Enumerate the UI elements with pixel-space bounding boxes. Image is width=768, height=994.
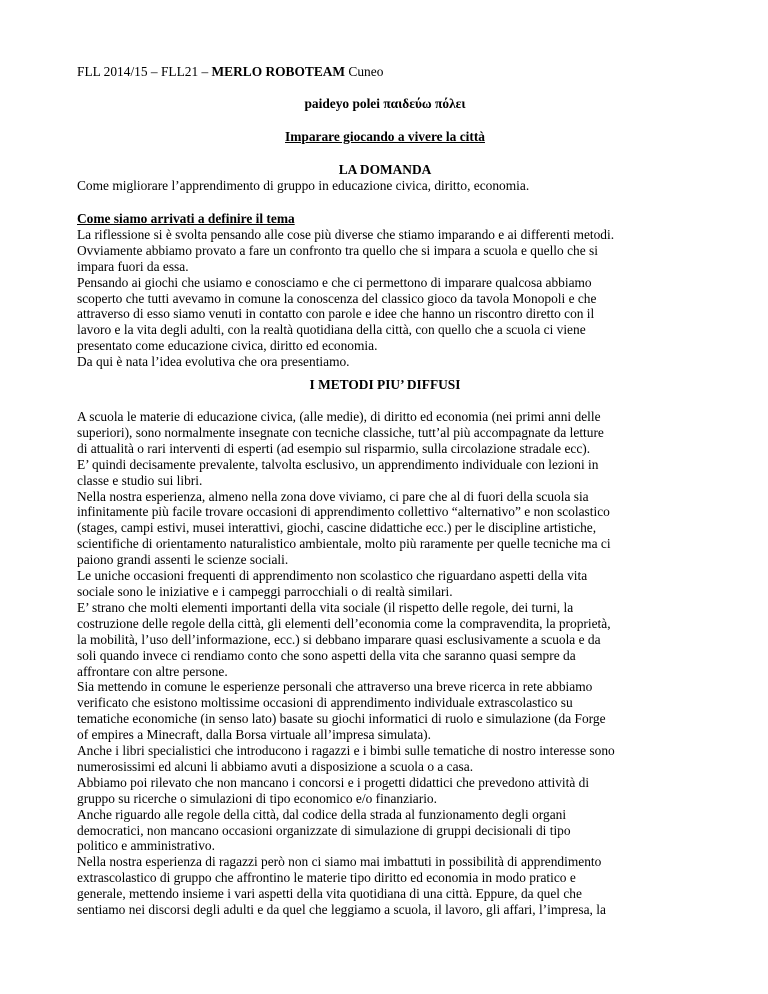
paragraph-line: infinitamente più facile trovare occasioni di apprendimento collettivo “alternativo” e non scolastico bbox=[77, 504, 610, 520]
paragraph-line: E’ strano che molti elementi importanti della vita sociale (il rispetto delle regole, dei turni, la bbox=[77, 599, 574, 615]
paragraph-line: paiono grandi assenti le scienze sociali. bbox=[77, 552, 289, 568]
paragraph-line: Anche riguardo alle regole della città, dal codice della strada al funzionamento degli organi bbox=[77, 806, 567, 822]
paragraph-line: sociale sono le iniziative e i campeggi parrocchiali o di realtà similari. bbox=[77, 583, 453, 599]
paragraph-line: numerosissimi ed alcuni li abbiamo avuti a disposizione a scuola o a casa. bbox=[77, 758, 474, 774]
section-tema bbox=[77, 211, 717, 370]
paragraph-line: politico e amministrativo. bbox=[77, 838, 215, 854]
paragraph-line: lavoro e la vita degli adulti, con la realtà quotidiana della città, con quello che a scuola ci viene bbox=[77, 322, 586, 338]
paragraph-line: La riflessione si è svolta pensando alle cose più diverse che stiamo imparando e ai differenti metodi. bbox=[77, 226, 615, 242]
paragraph-line: verificato che esistono moltissime occasioni di apprendimento individuale extrascolastico su bbox=[77, 695, 573, 711]
document-header bbox=[77, 64, 383, 80]
team-name: MERLO ROBOTEAM bbox=[211, 64, 346, 79]
paragraph-line: classe e studio sui libri. bbox=[77, 472, 203, 488]
paragraph-line: extrascolastico di gruppo che affrontino le materie tipo diritto ed economia in modo pratico e bbox=[77, 870, 576, 886]
paragraph-line: of empires a Minecraft, dalla Borsa virtuale all’impresa simulata). bbox=[77, 727, 431, 743]
paragraph-line: impara fuori da essa. bbox=[77, 258, 189, 274]
paragraph-line: Pensando ai giochi che usiamo e conosciamo e che ci permettono di imparare qualcosa abbiamo bbox=[77, 274, 592, 290]
paragraph-line: Sia mettendo in comune le esperienze personali che attraverso una breve ricerca in rete abbiamo bbox=[77, 679, 593, 695]
title-latin: paideyo polei bbox=[304, 96, 384, 111]
paragraph-line: E’ quindi decisamente prevalente, talvolta esclusivo, un apprendimento individuale con lezioni in bbox=[77, 456, 599, 472]
metodi-heading: I METODI PIU’ DIFFUSI bbox=[309, 377, 461, 392]
section-metodi bbox=[77, 409, 717, 918]
team-city: Cuneo bbox=[345, 64, 384, 79]
title-greek: παιδεύω πόλει bbox=[383, 96, 466, 111]
paragraph-line: attraverso di esso siamo venuti in contatto con parole e idee che hanno un riscontro diretto con il bbox=[77, 306, 595, 322]
paragraph-line: Le uniche occasioni frequenti di apprendimento non scolastico che riguardano aspetti della vita bbox=[77, 568, 588, 584]
document-title bbox=[77, 96, 693, 112]
paragraph-line: gruppo su ricerche o simulazioni di tipo economico e/o finanziario. bbox=[77, 790, 437, 806]
paragraph-line: Anche i libri specialistici che introducono i ragazzi e i bimbi sulle tematiche di nostro interesse sono bbox=[77, 743, 615, 759]
paragraph-line: democratici, non mancano occasioni organizzate di simulazione di gruppi decisionali di tipo bbox=[77, 822, 571, 838]
paragraph-line: (stages, campi estivi, musei interattivi, giochi, cascine didattiche ecc.) per le discipline artistiche, bbox=[77, 520, 597, 536]
paragraph-line: scoperto che tutti avevamo in comune la conoscenza del classico gioco da tavola Monopoli e che bbox=[77, 290, 597, 306]
paragraph-line: affrontare con altre persone. bbox=[77, 663, 228, 679]
document-subtitle: Imparare giocando a vivere la città bbox=[285, 129, 485, 144]
paragraph-line: soli quando invece ci rendiamo conto che sono aspetti della vita che saranno quasi sempre da bbox=[77, 647, 576, 663]
paragraph-line: presentato come educazione civica, diritto ed economia. bbox=[77, 338, 378, 354]
paragraph-line: di attualità o rari interventi di esperti (ad esempio sul risparmio, sulla circolazione stradale ecc). bbox=[77, 440, 591, 456]
paragraph-line: generale, mettendo insieme i vari aspetti della vita quotidiana di una città. Eppure, da quel che bbox=[77, 886, 582, 902]
tema-heading: Come siamo arrivati a definire il tema bbox=[77, 211, 295, 226]
paragraph-line: Da qui è nata l’idea evolutiva che ora presentiamo. bbox=[77, 354, 350, 370]
paragraph-line: tematiche economiche (in senso lato) basate su giochi informatici di ruolo e simulazione (da Forge bbox=[77, 711, 606, 727]
paragraph-line: la mobilità, l’uso dell’informazione, ecc.) si debbano imparare quasi esclusivamente a scuola e da bbox=[77, 631, 601, 647]
paragraph-line: sentiamo nei discorsi degli adulti e da quel che leggiamo a scuola, il lavoro, gli affari, l’impresa, la bbox=[77, 902, 606, 918]
paragraph-line: A scuola le materie di educazione civica, (alle medie), di diritto ed economia (nei primi anni delle bbox=[77, 409, 601, 424]
paragraph-line: Ovviamente abbiamo provato a fare un confronto tra quello che si impara a scuola e quello che si bbox=[77, 242, 598, 258]
paragraph-line: Abbiamo poi rilevato che non mancano i concorsi e i progetti didattici che prevedono attività di bbox=[77, 774, 590, 790]
paragraph-line: costruzione delle regole della città, gli elementi dell’economia come la compravendita, la proprietà, bbox=[77, 615, 611, 631]
paragraph-line: Nella nostra esperienza di ragazzi però non ci siamo mai imbattuti in possibilità di apprendimento bbox=[77, 854, 602, 870]
paragraph-line: superiori), sono normalmente insegnate con tecniche classiche, tutt’al più accompagnate da letture bbox=[77, 424, 604, 440]
domanda-heading: LA DOMANDA bbox=[338, 162, 432, 177]
domanda-text: Come migliorare l’apprendimento di gruppo in educazione civica, diritto, economia. bbox=[77, 178, 530, 193]
header-prefix: FLL 2014/15 – FLL21 – bbox=[77, 64, 212, 79]
paragraph-line: Nella nostra esperienza, almeno nella zona dove viviamo, ci pare che al di fuori della scuola sia bbox=[77, 488, 589, 504]
paragraph-line: scientifiche di orientamento naturalistico ambientale, molto più raramente per quelle tecniche ma ci bbox=[77, 536, 611, 552]
